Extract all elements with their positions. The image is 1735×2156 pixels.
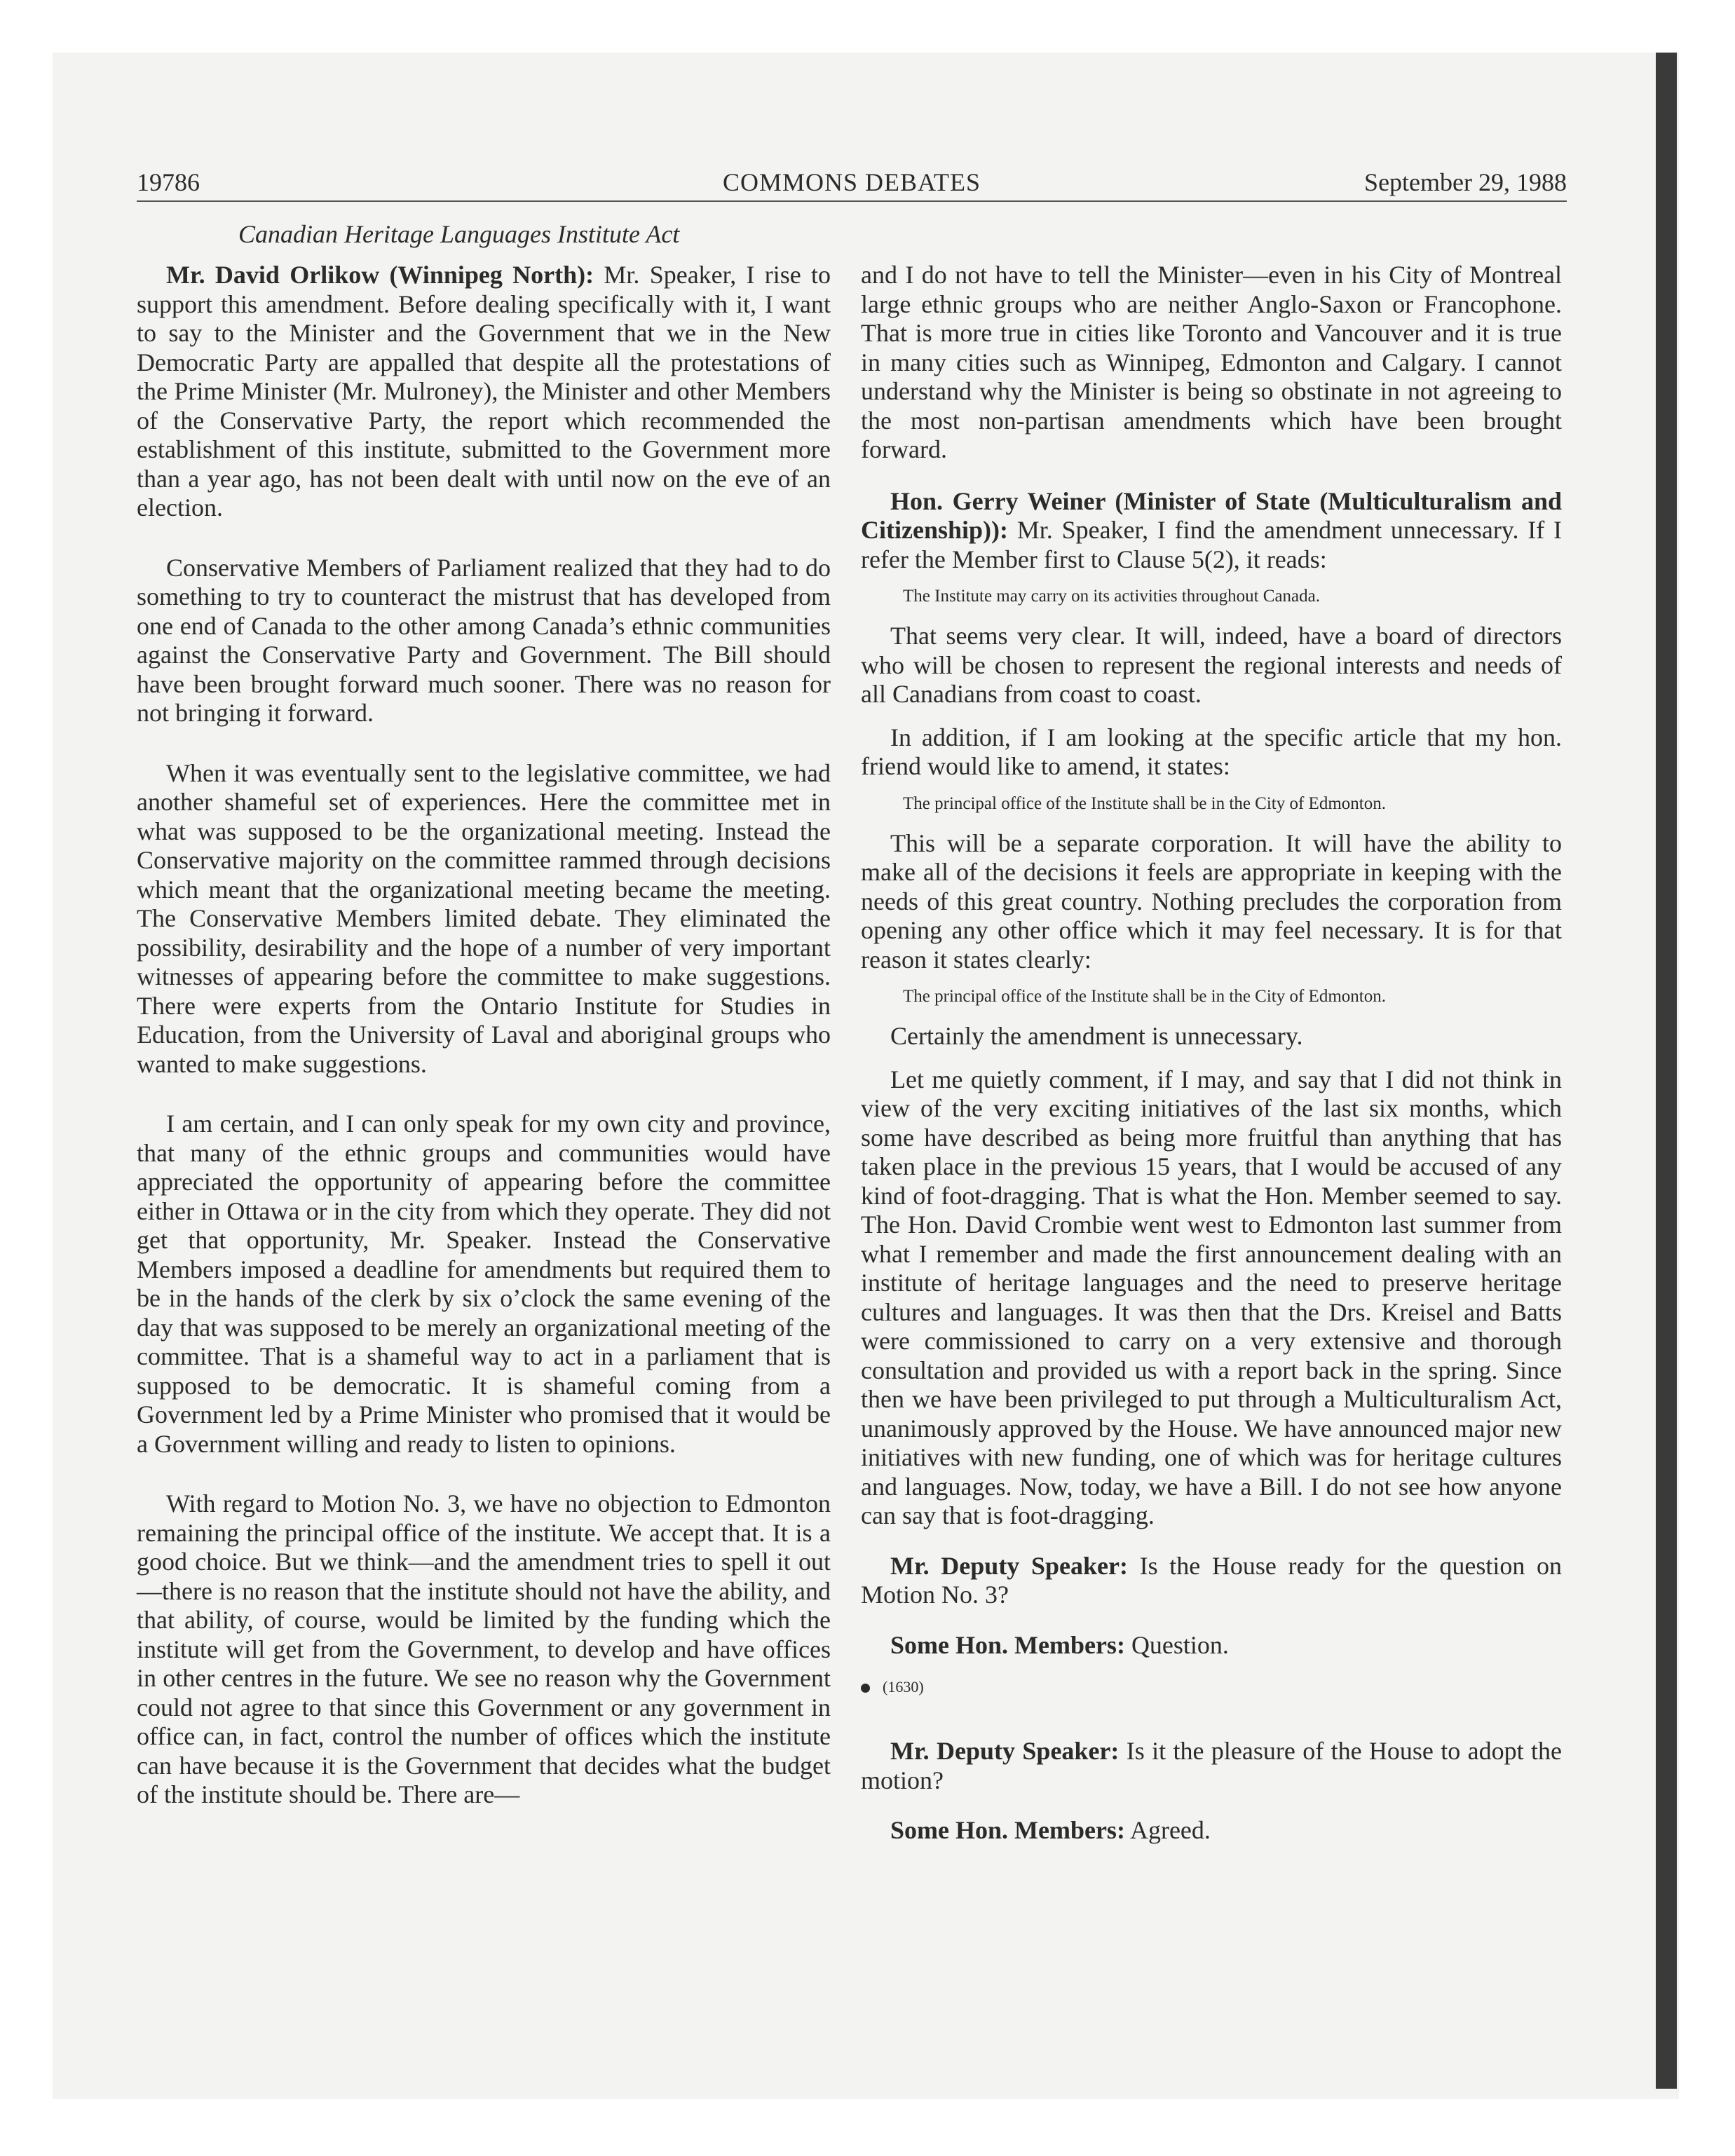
time-marker-text: (1630) [883, 1678, 924, 1696]
paragraph-weiner [861, 487, 1562, 575]
paragraph-motion-3: With regard to Motion No. 3, we have no objection to Edmonton remaining the principal office of the institute. We accept that. It is a good choice. But we think—and the amendment tries to spell it out—there is no reason that the institute should not have the ability, and that ability, of course, would be limited by the funding which the institute will get from the Government, to develop and have offices in other centres in the future. We see no reason why the Government could not agree to that since this Government or any government in office can, in fact, control the number of offices which the institute can have because it is the Government that decides what the budget of the institute should be. There are— [137, 1489, 831, 1808]
paragraph-deputy-speaker-2 [861, 1737, 1562, 1795]
speaker-name: Mr. Deputy Speaker: [890, 1737, 1120, 1765]
right-column [861, 261, 1562, 1845]
paragraph-in-addition: In addition, if I am looking at the specific article that my hon. friend would like to amend, it states: [861, 723, 1562, 780]
quoted-clause-2: The principal office of the Institute shall be in the City of Edmonton. [903, 793, 1386, 813]
time-marker [861, 1677, 1562, 1698]
paragraph-very-clear: That seems very clear. It will, indeed, have a board of directors who will be chosen to represent the regional interests and needs of all Canadians from coast to coast. [861, 622, 1562, 708]
speaker-name: Mr. David Orlikow (Winnipeg North): [166, 261, 594, 289]
left-column [137, 261, 831, 1810]
paragraph-continuation: and I do not have to tell the Minister—even in his City of Montreal large ethnic groups who are neither Anglo-Saxon or Francophone. That is more true in cities like Toronto and Vancouver and it is true in many cities such as Winnipeg, Edmonton and Calgary. I cannot understand why the Minister is being so obstinate in not agreeing to the most non-partisan amendments which have been brought forward. [861, 261, 1562, 463]
paragraph-orlikow [137, 261, 831, 523]
quoted-clause-1: The Institute may carry on its activities throughout Canada. [903, 587, 1320, 606]
paragraph-members-agreed [861, 1816, 1562, 1845]
paragraph-deputy-speaker-1 [861, 1552, 1562, 1610]
paragraph-conservative-members: Conservative Members of Parliament realized that they had to do something to try to counteract the mistrust that has developed from one end of Canada to the other among Canada’s ethnic communities against the Conservative Party and Government. The Bill should have been brought forward much sooner. There was no reason for not bringing it forward. [137, 553, 831, 727]
speaker-name: Hon. Gerry Weiner (Minister of State (Multiculturalism and Citizenship)): [861, 486, 1562, 544]
paragraph-quietly-comment: Let me quietly comment, if I may, and say that I did not think in view of the very exciting initiatives of the last six months, which some have described as being more fruitful than anything that has taken place in the previous 15 years, that I would be accused of any kind of foot-dragging. That is what the Hon. Member seemed to say. The Hon. David Crombie went west to Edmonton last summer from what I remember and made the first announcement dealing with an institute of heritage languages and the need to preserve heritage cultures and languages. It was then that the Drs. Kreisel and Batts were commissioned to carry on a very extensive and thorough consultation and provided us with a report back in the spring. Since then we have been privileged to put through a Multiculturalism Act, unanimously approved by the House. We have announced major new initiatives with new funding, one of which was for heritage cultures and languages. Now, today, we have a Bill. I do not see how anyone can say that is foot-dragging. [861, 1065, 1562, 1529]
paragraph-certain: I am certain, and I can only speak for my own city and province, that many of the ethnic groups and communities would have appreciated the opportunity of appearing before the committee either in Ottawa or in the city from which they operate. They did not get that opportunity, Mr. Speaker. Instead the Conservative Members imposed a deadline for amendments but required them to be in the hands of the clerk by six o’clock the same evening of the day that was supposed to be merely an organizational meeting of the committee. That is a shameful way to act in a parliament that is supposed to be democratic. It is shameful coming from a Government led by a Prime Minister who promised that it would be a Government willing and ready to listen to opinions. [137, 1110, 831, 1458]
header-rule [137, 200, 1567, 202]
bullet-dot-icon [861, 1684, 870, 1693]
paragraph-text: Is the House ready for the question on Motion No. 3? [861, 1551, 1562, 1609]
paragraph-text: Mr. Speaker, I find the amendment unnecessary. If I refer the Member first to Clause 5(2), it reads: [861, 516, 1562, 573]
paragraph-text: Mr. Speaker, I rise to support this amendment. Before dealing specifically with it, I want to say to the Minister and the Government that we in the New Democratic Party are appalled that despite all the protestations of the Prime Minister (Mr. Mulroney), the Minister and other Members of the Conservative Party, the report which recommended the establishment of this institute, submitted to the Government more than a year ago, has not been dealt with until now on the eve of an election. [137, 261, 831, 521]
speaker-name: Some Hon. Members: [890, 1816, 1125, 1844]
header-date: September 29, 1988 [1364, 168, 1567, 196]
speaker-name: Mr. Deputy Speaker: [890, 1551, 1128, 1580]
paragraph-text: Agreed. [1124, 1816, 1211, 1844]
page-header [137, 167, 1567, 198]
paragraph-text: Is it the pleasure of the House to adopt the motion? [861, 1737, 1562, 1794]
paragraph-text: Question. [1124, 1630, 1229, 1659]
paragraph-separate-corporation: This will be a separate corporation. It will have the ability to make all of the decisions it feels are appropriate in keeping with the needs of this great country. Nothing precludes the corporation from opening any other office which it may feel necessary. It is for that reason it states clearly: [861, 828, 1562, 974]
scan-edge-shadow [1656, 53, 1677, 2089]
speaker-name: Some Hon. Members: [890, 1630, 1125, 1659]
paragraph-legislative-committee: When it was eventually sent to the legislative committee, we had another shameful set of experiences. Here the committee met in what was supposed to be the organizational meeting. Instead the Conservative majority on the committee rammed through decisions which meant that the organizational meeting became the meeting. The Conservative Members limited debate. They eliminated the possibility, desirability and the hope of a number of very important witnesses of appearing before the committee to make suggestions. There were experts from the Ontario Institute for Studies in Education, from the University of Laval and aboriginal groups who wanted to make suggestions. [137, 758, 831, 1078]
paragraph-members-question [861, 1631, 1562, 1660]
publication-title: COMMONS DEBATES [722, 168, 981, 196]
paragraph-certainly: Certainly the amendment is unnecessary. [890, 1022, 1303, 1050]
subject-heading: Canadian Heritage Languages Institute Act [238, 220, 680, 248]
page-number: 19786 [137, 168, 200, 196]
quoted-clause-3: The principal office of the Institute shall be in the City of Edmonton. [903, 987, 1386, 1006]
